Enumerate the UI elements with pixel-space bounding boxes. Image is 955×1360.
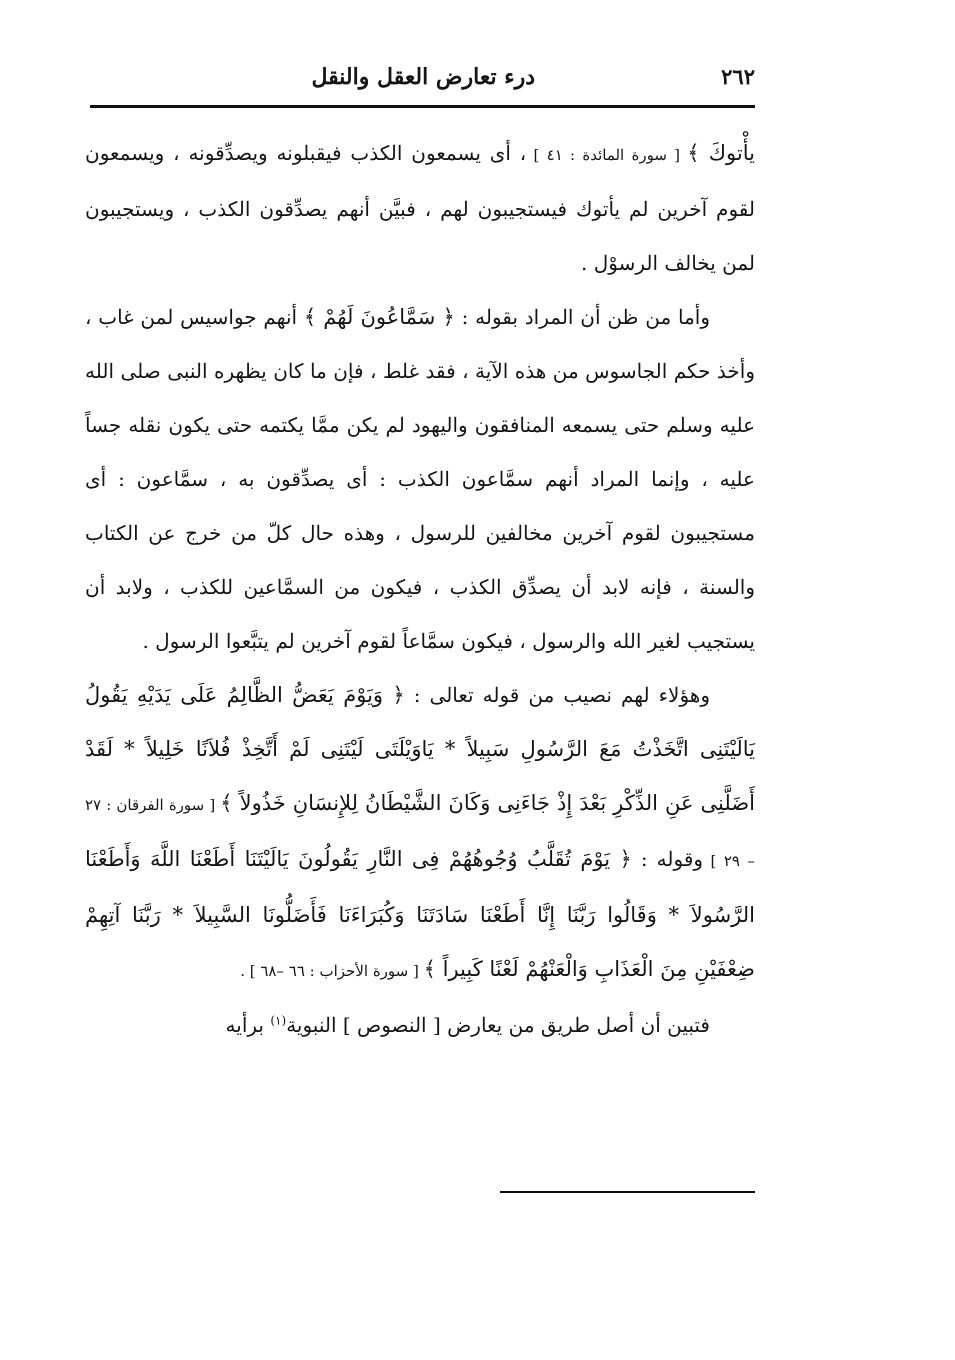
paragraph-text: فتبين أن أصل طريق من يعارض [ النصوص ] النبوية — [286, 1013, 710, 1037]
page-body — [85, 126, 755, 1052]
footnote-rule — [500, 1191, 755, 1193]
running-title: درء تعارض العقل والنقل — [311, 64, 535, 90]
paragraph-p4 — [85, 998, 755, 1052]
verse-reference: [ سورة المائدة : ٤١ ] — [526, 146, 688, 164]
quran-verse: ﴿ يَوْمَ تُقَلَّبُ وُجُوهُهُمْ فِى النَّارِ يَقُولُونَ يَالَيْتَنَا أَطَعْنَا اللَّهَ وَأَطَعْنَا الرَّسُولاَ * وَقَالُوا رَبَّنَا إِنَّا أَطَعْنَا سَادَتَنَا وَكُبَرَاءَنَا فَأَضَلُّونَا السَّبِيلاَ * رَبَّنَا آتِهِمْ ضِعْفَيْنِ مِنَ الْعَذَابِ وَالْعَنْهُمْ لَعْنًا كَبِيراً ﴾ — [85, 847, 755, 981]
paragraph-text: وقوله : — [631, 847, 704, 871]
paragraph-text: وهؤلاء لهم نصيب من قوله تعالى : — [404, 683, 710, 707]
paragraph-p2 — [85, 290, 755, 668]
verse-reference: [ سورة الأحزاب : ٦٦ –٦٨ ] . — [240, 962, 424, 980]
paragraph-text: ، أى يسمعون الكذب فيقبلونه ويصدِّقونه ، ويسمعون لقوم آخرين لم يأتوك فيستجيبون لهم ، فبيَّن أنهم يصدِّقون الكذب ، ويستجيبون لمن يخالف الرسوْل . — [85, 141, 755, 275]
page-number: ٢٦٢ — [721, 64, 755, 89]
paragraph-text: أنهم جواسيس لمن غاب ، وأخذ حكم الجاسوس من هذه الآية ، فقد غلط ، فإن ما كان يظهره النبى صلى الله عليه وسلم حتى يسمعه المنافقون واليهود لم يكن ممَّا يكتمه حتى يكون نقله جساً عليه ، وإنما المراد أنهم سمَّاعون الكذب : أى يصدِّقون به ، سمَّاعون : أى مستجيبون لقوم آخرين مخالفين للرسول ، وهذه حال كلّ من خرج عن الكتاب والسنة ، فإنه لابد أن يصدِّق الكذب ، فيكون من السمَّاعين للكذب ، ولابد أن يستجيب لغير الله والرسول ، فيكون سمَّاعاً لقوم آخرين لم يتبَّعوا الرسول . — [85, 305, 755, 653]
paragraph-p3 — [85, 668, 755, 998]
paragraph-p1 — [85, 126, 755, 290]
quran-verse: يأْتوكَ ﴾ — [687, 141, 755, 165]
header-rule — [90, 105, 755, 108]
paragraph-text: وأما من ظن أن المراد بقوله : — [454, 305, 711, 329]
quran-verse: ﴿ وَيَوْمَ يَعَضُّ الظَّالِمُ عَلَى يَدَيْهِ يَقُولُ يَالَيْتَنِى اتَّخَذْتُ مَعَ الرَّسُولِ سَبِيلاً * يَاوَيْلَتَى لَيْتَنِى لَمْ أَتَّخِذْ فُلاَنًا خَلِيلاً * لَقَدْ أَضَلَّنِى عَنِ الذِّكْرِ بَعْدَ إِذْ جَاءَنِى وَكَانَ الشَّيْطَانُ لِلإِنسَانِ خَذُولاً ﴾ — [85, 683, 755, 815]
paragraph-text: برأيه — [225, 1013, 271, 1037]
verse-reference: [ سورة الفرقان : ٢٧ – ٢٩ ] — [85, 796, 755, 870]
footnote-marker: (١) — [270, 1013, 287, 1028]
quran-verse: ﴿ سَمَّاعُونَ لَهُمْ ﴾ — [303, 305, 455, 329]
